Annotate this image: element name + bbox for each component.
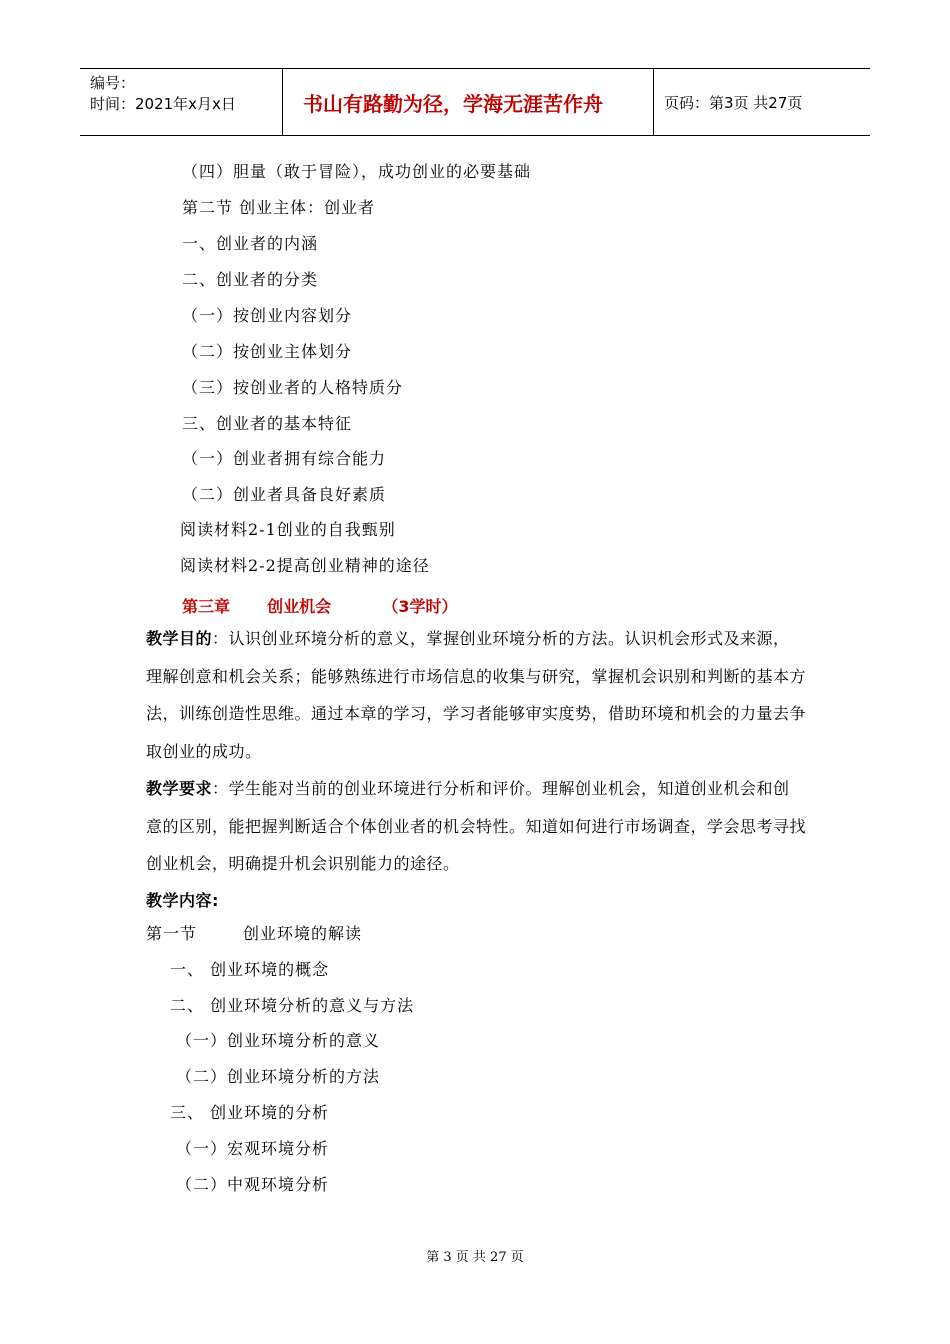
page-footer: 第 3 页 共 27 页 xyxy=(426,1250,524,1265)
outline-line: （二）中观环境分析 xyxy=(176,1175,330,1194)
time-label: 时间：2021年x月x日 xyxy=(90,95,236,113)
outline-line: （一）创业环境分析的意义 xyxy=(176,1031,381,1050)
reading-material: 阅读材料2-2提高创业精神的途径 xyxy=(180,556,430,575)
header-page-info: 页码：第3页 共27页 xyxy=(664,93,803,112)
chapter-hours: （3学时） xyxy=(382,597,458,616)
section-heading: 第二节 创业主体：创业者 xyxy=(182,198,376,217)
requirements-text: ：学生能对当前的创业环境进行分析和评价。理解创业机会，知道创业机会和创意的区别，能把握判断适合个体创业者的机会特性。知道如何进行市场调查，学会思考寻找创业机会，明确提升机会识别能力的途径。 xyxy=(146,779,807,873)
chapter-heading xyxy=(182,594,457,617)
outline-line: （二）创业者具备良好素质 xyxy=(182,485,387,504)
outline-line: （一）按创业内容划分 xyxy=(182,306,353,325)
objectives-text: ：认识创业环境分析的意义，掌握创业环境分析的方法。认识机会形式及来源，理解创意和机会关系；能够熟练进行市场信息的收集与研究，掌握机会识别和判断的基本方法，训练创造性思维。通过本章的学习，学习者能够审实度势，借助环境和机会的力量去争取创业的成功。 xyxy=(146,629,807,761)
chapter-title: 创业机会 xyxy=(267,597,332,616)
outline-line: （四）胆量（敢于冒险），成功创业的必要基础 xyxy=(182,162,532,181)
outline-line: 二、 创业环境分析的意义与方法 xyxy=(170,996,415,1015)
outline-line: 三、 创业环境的分析 xyxy=(170,1103,330,1122)
outline-line: （一）宏观环境分析 xyxy=(176,1139,330,1158)
header-motto: 书山有路勤为径，学海无涯苦作舟 xyxy=(282,69,654,135)
page-header xyxy=(80,68,870,136)
outline-line: （二）创业环境分析的方法 xyxy=(176,1067,381,1086)
outline-line: （三）按创业者的人格特质分 xyxy=(182,378,404,397)
number-label: 编号： xyxy=(90,74,136,92)
section-heading xyxy=(146,924,362,944)
outline-line: 二、创业者的分类 xyxy=(182,270,319,289)
section-number: 第一节 xyxy=(146,924,198,943)
header-meta xyxy=(80,69,282,135)
outline-line: 一、创业者的内涵 xyxy=(182,234,319,253)
chapter-number: 第三章 xyxy=(182,597,231,616)
content-label: 教学内容: xyxy=(146,891,219,910)
reading-material: 阅读材料2-1创业的自我甄别 xyxy=(180,520,396,539)
outline-line: 三、创业者的基本特征 xyxy=(182,414,353,433)
teaching-requirements xyxy=(146,770,806,883)
outline-line: （二）按创业主体划分 xyxy=(182,342,353,361)
outline-line: （一）创业者拥有综合能力 xyxy=(182,449,387,468)
teaching-objectives xyxy=(146,620,806,770)
outline-line: 一、 创业环境的概念 xyxy=(170,960,330,979)
section-title: 创业环境的解读 xyxy=(243,924,363,943)
requirements-label: 教学要求 xyxy=(146,779,213,798)
objectives-label: 教学目的 xyxy=(146,629,213,648)
teaching-content xyxy=(146,882,806,920)
